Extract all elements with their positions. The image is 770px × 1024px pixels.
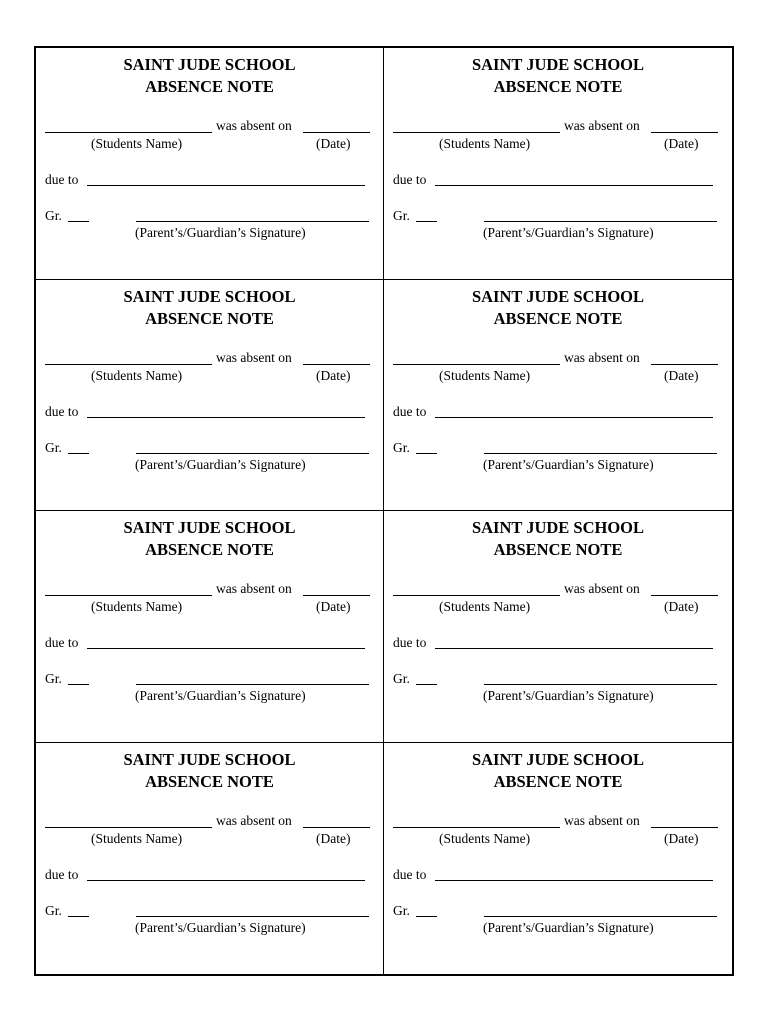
reason-line[interactable] xyxy=(435,185,713,186)
note-heading xyxy=(384,286,732,330)
reason-line[interactable] xyxy=(435,880,713,881)
students-name-caption: (Students Name) xyxy=(439,830,531,846)
grade-label: Gr. xyxy=(393,208,410,223)
grade-line[interactable] xyxy=(68,916,89,917)
signature-caption: (Parent’s/Guardian’s Signature) xyxy=(135,225,306,240)
school-name: SAINT JUDE SCHOOL xyxy=(123,55,296,74)
students-name-caption: (Students Name) xyxy=(91,830,183,846)
note-heading xyxy=(384,517,732,561)
school-name: SAINT JUDE SCHOOL xyxy=(471,749,645,769)
grade-label: Gr. xyxy=(45,902,62,918)
student-name-line[interactable] xyxy=(393,827,560,828)
grade-label: Gr. xyxy=(45,671,62,686)
due-to-label: due to xyxy=(45,635,79,650)
school-name: SAINT JUDE SCHOOL xyxy=(123,286,296,306)
signature-line[interactable] xyxy=(484,221,717,222)
grade-label: Gr. xyxy=(45,208,62,223)
grade-line[interactable] xyxy=(416,684,437,685)
grade-label: Gr. xyxy=(393,671,410,686)
was-absent-on-label: was absent on xyxy=(564,812,640,828)
students-name-caption: (Students Name) xyxy=(439,367,531,383)
date-caption: (Date) xyxy=(664,599,699,614)
was-absent-on-label: was absent on xyxy=(564,349,640,365)
note-heading xyxy=(384,749,732,793)
note-title: ABSENCE NOTE xyxy=(145,540,274,559)
was-absent-on-label: was absent on xyxy=(216,118,292,133)
due-to-label: due to xyxy=(393,635,427,650)
grade-line[interactable] xyxy=(68,453,89,454)
absence-note-card xyxy=(384,511,732,743)
grade-label: Gr. xyxy=(393,902,410,918)
students-name-caption: (Students Name) xyxy=(91,136,183,151)
signature-caption: (Parent’s/Guardian’s Signature) xyxy=(135,688,306,703)
reason-line[interactable] xyxy=(87,417,365,418)
signature-line[interactable] xyxy=(136,916,369,917)
date-caption: (Date) xyxy=(316,599,351,614)
note-heading xyxy=(384,54,732,98)
student-name-line[interactable] xyxy=(393,364,560,365)
signature-line[interactable] xyxy=(484,684,717,685)
date-caption: (Date) xyxy=(664,830,699,846)
absence-note-card xyxy=(384,280,732,512)
school-name: SAINT JUDE SCHOOL xyxy=(471,55,645,74)
school-name: SAINT JUDE SCHOOL xyxy=(123,749,296,769)
signature-caption: (Parent’s/Guardian’s Signature) xyxy=(135,456,306,472)
note-title: ABSENCE NOTE xyxy=(493,540,623,559)
grade-line[interactable] xyxy=(416,916,437,917)
students-name-caption: (Students Name) xyxy=(439,136,531,151)
absence-note-card xyxy=(36,511,384,743)
students-name-caption: (Students Name) xyxy=(439,599,531,614)
date-line[interactable] xyxy=(651,132,718,133)
date-caption: (Date) xyxy=(316,830,351,846)
was-absent-on-label: was absent on xyxy=(216,581,292,596)
date-line[interactable] xyxy=(651,595,718,596)
date-line[interactable] xyxy=(303,132,370,133)
signature-caption: (Parent’s/Guardian’s Signature) xyxy=(483,688,654,703)
due-to-label: due to xyxy=(45,172,79,187)
signature-line[interactable] xyxy=(136,221,369,222)
school-name: SAINT JUDE SCHOOL xyxy=(471,286,645,306)
absence-note-card xyxy=(36,280,384,512)
reason-line[interactable] xyxy=(87,185,365,186)
signature-caption: (Parent’s/Guardian’s Signature) xyxy=(483,456,654,472)
was-absent-on-label: was absent on xyxy=(216,349,292,365)
grade-line[interactable] xyxy=(68,684,89,685)
school-name: SAINT JUDE SCHOOL xyxy=(471,518,645,537)
note-heading xyxy=(36,286,383,330)
signature-line[interactable] xyxy=(484,453,717,454)
date-caption: (Date) xyxy=(664,136,699,151)
student-name-line[interactable] xyxy=(45,595,212,596)
signature-line[interactable] xyxy=(136,453,369,454)
note-title: ABSENCE NOTE xyxy=(493,308,623,328)
was-absent-on-label: was absent on xyxy=(564,581,640,596)
note-heading xyxy=(36,749,383,793)
grade-label: Gr. xyxy=(45,439,62,455)
due-to-label: due to xyxy=(393,172,427,187)
student-name-line[interactable] xyxy=(393,132,560,133)
students-name-caption: (Students Name) xyxy=(91,599,183,614)
note-title: ABSENCE NOTE xyxy=(493,771,623,791)
note-title: ABSENCE NOTE xyxy=(493,77,623,96)
school-name: SAINT JUDE SCHOOL xyxy=(123,518,296,537)
student-name-line[interactable] xyxy=(45,364,212,365)
note-title: ABSENCE NOTE xyxy=(145,77,274,96)
student-name-line[interactable] xyxy=(45,132,212,133)
students-name-caption: (Students Name) xyxy=(91,367,183,383)
absence-note-sheet xyxy=(34,46,734,976)
note-heading xyxy=(36,54,383,98)
signature-line[interactable] xyxy=(136,684,369,685)
note-title: ABSENCE NOTE xyxy=(145,771,274,791)
note-title: ABSENCE NOTE xyxy=(145,308,274,328)
reason-line[interactable] xyxy=(87,880,365,881)
due-to-label: due to xyxy=(45,866,79,882)
grade-line[interactable] xyxy=(68,221,89,222)
date-line[interactable] xyxy=(651,364,718,365)
signature-caption: (Parent’s/Guardian’s Signature) xyxy=(483,919,654,935)
date-line[interactable] xyxy=(303,595,370,596)
reason-line[interactable] xyxy=(435,417,713,418)
student-name-line[interactable] xyxy=(393,595,560,596)
due-to-label: due to xyxy=(393,866,427,882)
date-caption: (Date) xyxy=(316,136,351,151)
grade-label: Gr. xyxy=(393,439,410,455)
reason-line[interactable] xyxy=(87,648,365,649)
absence-note-card xyxy=(36,743,384,975)
signature-caption: (Parent’s/Guardian’s Signature) xyxy=(483,225,654,240)
due-to-label: due to xyxy=(45,403,79,419)
was-absent-on-label: was absent on xyxy=(564,118,640,133)
date-line[interactable] xyxy=(303,827,370,828)
grade-line[interactable] xyxy=(416,221,437,222)
absence-note-card xyxy=(384,48,732,280)
grade-line[interactable] xyxy=(416,453,437,454)
due-to-label: due to xyxy=(393,403,427,419)
absence-note-card xyxy=(384,743,732,975)
student-name-line[interactable] xyxy=(45,827,212,828)
date-caption: (Date) xyxy=(664,367,699,383)
absence-note-card xyxy=(36,48,384,280)
reason-line[interactable] xyxy=(435,648,713,649)
signature-line[interactable] xyxy=(484,916,717,917)
note-heading xyxy=(36,517,383,561)
date-line[interactable] xyxy=(303,364,370,365)
date-caption: (Date) xyxy=(316,367,351,383)
was-absent-on-label: was absent on xyxy=(216,812,292,828)
signature-caption: (Parent’s/Guardian’s Signature) xyxy=(135,919,306,935)
date-line[interactable] xyxy=(651,827,718,828)
